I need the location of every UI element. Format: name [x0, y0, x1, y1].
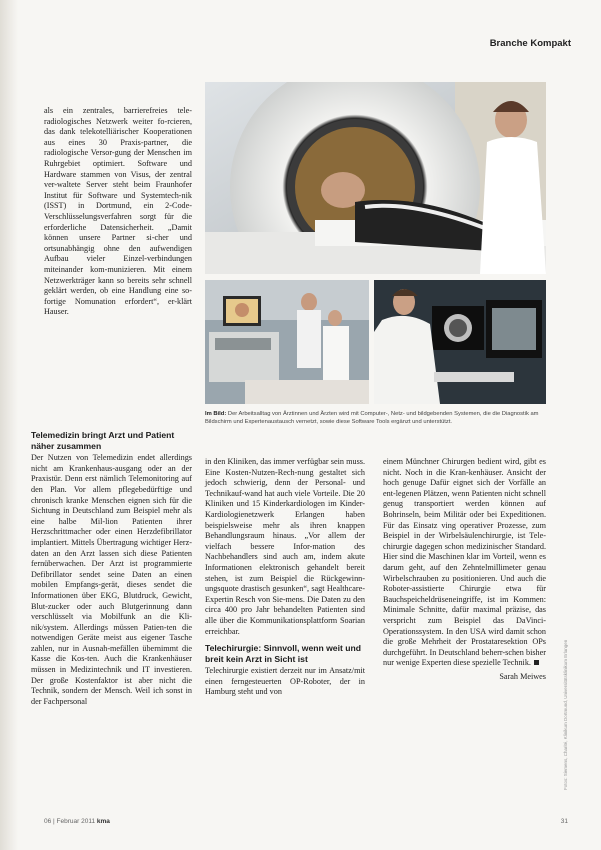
footer-magazine: kma	[96, 818, 110, 825]
caption-text: Der Arbeitsalltag von Ärztinnen und Ärzten wird mit Computer-, Netz- und bildgebenden Systemen, die die Diagnostik am Bildschirm und Expertenaustausch vernetzt, sowie diese Software Tools ergänzt und unterstützt.	[205, 411, 539, 425]
caption-label: Im Bild:	[205, 411, 227, 417]
page-edge	[0, 0, 18, 850]
page-number: 31	[560, 818, 568, 825]
author-name: Sarah Meiwes	[499, 671, 546, 681]
column-1-top	[44, 106, 192, 318]
subheading: Telechirurgie: Sinnvoll, wenn weit und breit kein Arzt in Sicht ist	[205, 643, 361, 664]
paragraph: in den Kliniken, das immer verfügbar sein muss. Eine Kosten-Nutzen-Rech-nung gestaltet sich jedoch schwierig, denn der Personal- und Technikauf-wand hat auch viele Vorteile. Die 20 Kliniken und 15 Kinderkardiologen im Kinder-Kardiologienetzwerk Erlangen haben beispielsweise mehr als ihren knappen Behandlungsraum hinaus. „Vor allem der vielfach bessere Infor-mation des Nachbehandlers sind auch am, indem akute Informationen elektronisch gehandelt bereit stehen, ist zum Beispiel die Rückgewinn-ungsquote drastisch gesunken“, sagt Healthcare-Expertin Resch von Sie-mens. Die Daten zu den circa 400 pro Jahr behandelten Patienten sind alle über die Kommunikationsplattform Soarian erreichbar.	[205, 457, 365, 636]
column-1-bottom	[31, 430, 192, 707]
photo-ct-scanner	[205, 82, 546, 274]
photo-credit: Fotos: Siemens, Charité, Klinikum Dortmund, Universitätsklinikum Erlangen	[563, 639, 568, 790]
doctors-illustration	[205, 280, 369, 404]
footer-issue	[44, 818, 110, 825]
column-2	[205, 457, 365, 698]
column-3	[383, 457, 546, 682]
end-mark-icon	[534, 660, 539, 665]
photo-caption	[205, 410, 546, 426]
ct-scanner-illustration	[205, 82, 546, 274]
section-header: Branche Kompakt	[489, 38, 571, 49]
photo-doctors-workstation	[205, 280, 369, 404]
footer-issue-text: 06 | Februar 2011	[44, 818, 97, 825]
photo-radiology-monitor	[374, 280, 546, 404]
paragraph: Der Nutzen von Telemedizin endet allerdings nicht am Krankenhaus-ausgang oder an der Praxistür. Denn erst nämlich Telemonitoring auf den Plan. Vor allem pflegebedürftige und chronisch kranke Menschen eignen sich für die Sichtung in Deutschland zum Beispiel mehr als eine halbe Mil-lion Patienten ihrer Herzschrittmacher oder einen Herzdefibrillator implantiert. Mittels Übertragung wichtiger Herz-daten an den Arzt lassen sich diese Patienten fernüberwachen. Der Arzt ist programmierte Defibrillator sendet seine Daten an einen mobilen Empfangs-gerät, dieses sendet die Informationen über EKG, Blutdruck, Gewicht, Blut-zucker oder auch Blutgerinnung dann verschlüsselt via Mobilfunk an die Kli-nik/system. Allerdings müssen Patien-ten die notwendigen Geräte meist aus eigener Tasche zahlen, nur in Ausnah-mefällen übernimmt die Kasse die Kos-ten. Auch die Krankenhäuser müssen in Medizintechnik und IT investieren. Der große Kostenfaktor ist aber nicht die Technik, sondern der Mensch. Weil ich sonst in der Fachpersonal	[31, 453, 192, 706]
paragraph	[383, 457, 546, 669]
paragraph: Telechirurgie existiert derzeit nur im Ansatz/mit einen ferngesteuerten OP-Roboter, der in Hamburg steht und von	[205, 666, 365, 697]
paragraph-text: einem Münchner Chirurgen bedient wird, gibt es nicht. Noch in die Kran-kenhäuser. Ansicht der hoch genuge Dafür eignet sich der Vorfälle an ent-legenen Plätzen, wenn Patienten nicht schnell genug transportiert werden können auf Bohrinseln, beim Militär oder bei Expeditionen. Für das Einsatz ving operativer Prozesse, zum Beispiel in der Wirbelsäulenchirurgie, ist Tele-chirurgie dagegen schon medizinischer Standard. Hier sind die Maschinen klar im Vorteil, wenn es darum geht, auf den Zehntelmillimeter genau Wirbelschrauben zu positionieren. Und auch die Roboter-assistierte Chirurgie etwa für Bauchspeicheldrüseneingriffe, ist im Kommen: Minimale Schnitte, dafür maximal präzise, das verspricht zum Beispiel das DaVinci-Operationssystem. In den USA wird damit schon die große Mehrheit der Prostataresektion OPs durchgeführt. In Deutschland beherr-schen bisher nur wenige Experten diese spezielle Technik.	[383, 457, 546, 668]
radiology-illustration	[374, 280, 546, 404]
subheading: Telemedizin bringt Arzt und Patient näher zusammen	[31, 430, 175, 451]
paragraph: als ein zentrales, barrierefreies tele-radiologisches Netzwerk weiter fo-rcieren, das dank telekotelliärischer Kooperationen aus eines 30 Praxis-partner, die radiologische Versor-gung der Menschen im Ruhrgebiet optimiert. Software und Hardware stammen von Visus, der zentral ver-waltete Server steht beim Fraunhofer Institut für Software und Systemtech-nik (ISST) in Dortmund, ein 2-Code-Verschlüsselungsverfahren sorgt für die erforderliche Datensicherheit. „Damit können unsere Partner si-cher und ortsunabhängig ohne den aufwendigen Aufbau vieler Einzel-verbindungen miteinander kom-munizieren. Mit einem Netzwerkträger kann so bereits sehr schnell geklärt werden, ob eine Handlung eine so-fortige Nomunation erfordert“, er-klärt Hauser.	[44, 106, 192, 317]
